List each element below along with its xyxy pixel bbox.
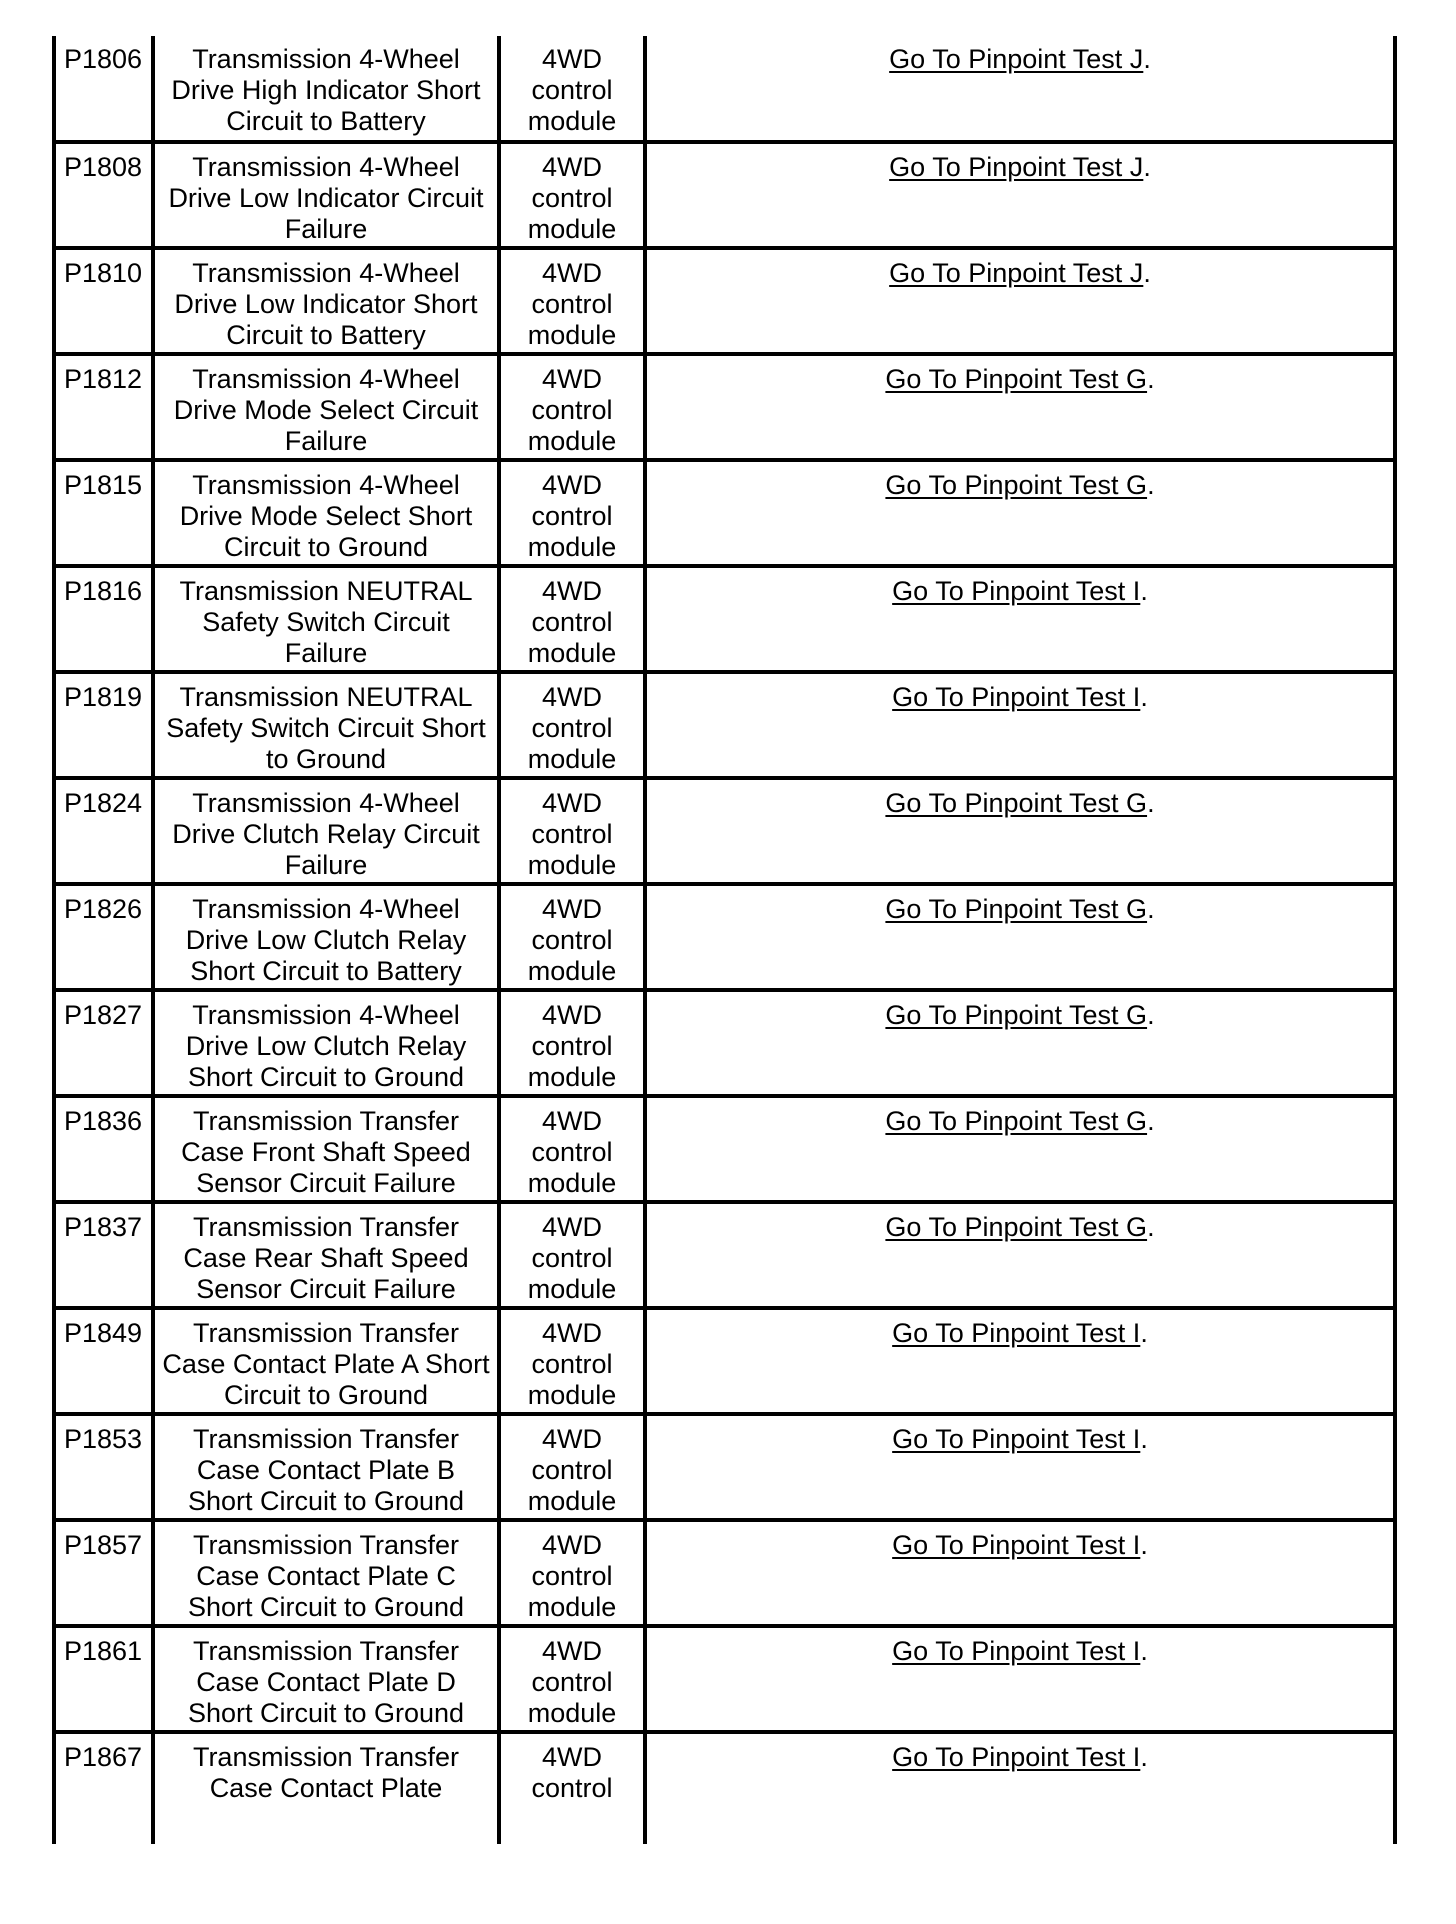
- module-cell: 4WD control module: [499, 1626, 645, 1732]
- module-cell: 4WD control module: [499, 990, 645, 1096]
- table-row: [54, 1308, 1395, 1414]
- dtc-description-cell: Transmission 4-Wheel Drive Low Clutch Relay Short Circuit to Ground: [153, 990, 499, 1096]
- table-row: [54, 1096, 1395, 1202]
- pinpoint-test-link[interactable]: Go To Pinpoint Test J: [889, 258, 1144, 288]
- action-suffix: .: [1140, 1742, 1148, 1772]
- table-row: [54, 884, 1395, 990]
- action-suffix: .: [1140, 1636, 1148, 1666]
- dtc-code-cell: P1815: [54, 460, 153, 566]
- action-cell: [645, 354, 1395, 460]
- module-cell: 4WD control module: [499, 1414, 645, 1520]
- action-suffix: .: [1143, 44, 1151, 74]
- action-cell: [645, 142, 1395, 248]
- table-row: [54, 672, 1395, 778]
- dtc-description-cell: Transmission 4-Wheel Drive Mode Select Short Circuit to Ground: [153, 460, 499, 566]
- pinpoint-test-link[interactable]: Go To Pinpoint Test I: [892, 1742, 1141, 1772]
- module-cell: 4WD control module: [499, 884, 645, 990]
- table-row: [54, 460, 1395, 566]
- action-cell: [645, 672, 1395, 778]
- pinpoint-test-link[interactable]: Go To Pinpoint Test I: [892, 576, 1141, 606]
- dtc-description-cell: Transmission NEUTRAL Safety Switch Circuit Short to Ground: [153, 672, 499, 778]
- action-cell: [645, 1626, 1395, 1732]
- dtc-description-cell: Transmission Transfer Case Contact Plate B Short Circuit to Ground: [153, 1414, 499, 1520]
- action-cell: [645, 884, 1395, 990]
- module-cell: 4WD control module: [499, 142, 645, 248]
- table-row: [54, 354, 1395, 460]
- dtc-description-cell: Transmission Transfer Case Contact Plate A Short Circuit to Ground: [153, 1308, 499, 1414]
- dtc-description-cell: Transmission 4-Wheel Drive Low Indicator Short Circuit to Battery: [153, 248, 499, 354]
- dtc-code-cell: P1861: [54, 1626, 153, 1732]
- table-row: [54, 142, 1395, 248]
- table-row: [54, 1202, 1395, 1308]
- action-cell: [645, 248, 1395, 354]
- pinpoint-test-link[interactable]: Go To Pinpoint Test I: [892, 682, 1141, 712]
- pinpoint-test-link[interactable]: Go To Pinpoint Test G: [885, 364, 1148, 394]
- action-suffix: .: [1140, 1424, 1148, 1454]
- module-cell: 4WD control module: [499, 1096, 645, 1202]
- module-cell: 4WD control module: [499, 1308, 645, 1414]
- dtc-description-cell: Transmission Transfer Case Rear Shaft Speed Sensor Circuit Failure: [153, 1202, 499, 1308]
- pinpoint-test-link[interactable]: Go To Pinpoint Test I: [892, 1424, 1141, 1454]
- dtc-code-cell: P1819: [54, 672, 153, 778]
- pinpoint-test-link[interactable]: Go To Pinpoint Test G: [885, 1212, 1148, 1242]
- dtc-table-body: [54, 36, 1395, 1844]
- action-cell: [645, 1520, 1395, 1626]
- table-row: [54, 778, 1395, 884]
- dtc-code-cell: P1867: [54, 1732, 153, 1844]
- action-suffix: .: [1147, 1000, 1155, 1030]
- dtc-code-cell: P1827: [54, 990, 153, 1096]
- action-suffix: .: [1143, 258, 1151, 288]
- dtc-code-cell: P1853: [54, 1414, 153, 1520]
- dtc-code-cell: P1826: [54, 884, 153, 990]
- dtc-code-cell: P1808: [54, 142, 153, 248]
- module-cell: 4WD control module: [499, 1520, 645, 1626]
- module-cell: 4WD control module: [499, 778, 645, 884]
- dtc-description-cell: Transmission NEUTRAL Safety Switch Circuit Failure: [153, 566, 499, 672]
- pinpoint-test-link[interactable]: Go To Pinpoint Test G: [885, 1000, 1148, 1030]
- table-row: [54, 990, 1395, 1096]
- table-row: [54, 248, 1395, 354]
- table-row: [54, 1732, 1395, 1844]
- dtc-description-cell: Transmission Transfer Case Contact Plate C Short Circuit to Ground: [153, 1520, 499, 1626]
- action-cell: [645, 1096, 1395, 1202]
- dtc-description-cell: Transmission 4-Wheel Drive Low Clutch Relay Short Circuit to Battery: [153, 884, 499, 990]
- action-cell: [645, 1202, 1395, 1308]
- action-suffix: .: [1147, 788, 1155, 818]
- action-suffix: .: [1143, 152, 1151, 182]
- table-row: [54, 1520, 1395, 1626]
- action-suffix: .: [1147, 470, 1155, 500]
- dtc-table: [52, 36, 1397, 1844]
- action-suffix: .: [1147, 894, 1155, 924]
- action-cell: [645, 1732, 1395, 1844]
- action-cell: [645, 990, 1395, 1096]
- table-row: [54, 566, 1395, 672]
- dtc-description-cell: Transmission 4-Wheel Drive High Indicator Short Circuit to Battery: [153, 36, 499, 142]
- action-suffix: .: [1147, 1212, 1155, 1242]
- action-suffix: .: [1147, 364, 1155, 394]
- action-cell: [645, 1414, 1395, 1520]
- dtc-code-cell: P1812: [54, 354, 153, 460]
- table-row: [54, 36, 1395, 142]
- pinpoint-test-link[interactable]: Go To Pinpoint Test G: [885, 894, 1148, 924]
- dtc-description-cell: Transmission Transfer Case Contact Plate D Short Circuit to Ground: [153, 1626, 499, 1732]
- table-row: [54, 1626, 1395, 1732]
- dtc-code-cell: P1836: [54, 1096, 153, 1202]
- dtc-code-cell: P1816: [54, 566, 153, 672]
- dtc-description-cell: Transmission Transfer Case Contact Plate: [153, 1732, 499, 1844]
- action-suffix: .: [1140, 576, 1148, 606]
- pinpoint-test-link[interactable]: Go To Pinpoint Test G: [885, 1106, 1148, 1136]
- dtc-code-cell: P1837: [54, 1202, 153, 1308]
- action-cell: [645, 460, 1395, 566]
- action-cell: [645, 778, 1395, 884]
- pinpoint-test-link[interactable]: Go To Pinpoint Test I: [892, 1636, 1141, 1666]
- action-cell: [645, 566, 1395, 672]
- pinpoint-test-link[interactable]: Go To Pinpoint Test I: [892, 1530, 1141, 1560]
- pinpoint-test-link[interactable]: Go To Pinpoint Test I: [892, 1318, 1141, 1348]
- action-cell: [645, 36, 1395, 142]
- dtc-code-cell: P1849: [54, 1308, 153, 1414]
- action-suffix: .: [1147, 1106, 1155, 1136]
- pinpoint-test-link[interactable]: Go To Pinpoint Test J: [889, 152, 1144, 182]
- module-cell: 4WD control: [499, 1732, 645, 1844]
- module-cell: 4WD control module: [499, 248, 645, 354]
- dtc-code-cell: P1824: [54, 778, 153, 884]
- action-suffix: .: [1140, 1318, 1148, 1348]
- action-suffix: .: [1140, 1530, 1148, 1560]
- module-cell: 4WD control module: [499, 354, 645, 460]
- pinpoint-test-link[interactable]: Go To Pinpoint Test J: [889, 44, 1144, 74]
- module-cell: 4WD control module: [499, 36, 645, 142]
- action-suffix: .: [1140, 682, 1148, 712]
- dtc-description-cell: Transmission 4-Wheel Drive Mode Select Circuit Failure: [153, 354, 499, 460]
- module-cell: 4WD control module: [499, 566, 645, 672]
- module-cell: 4WD control module: [499, 672, 645, 778]
- dtc-description-cell: Transmission 4-Wheel Drive Clutch Relay Circuit Failure: [153, 778, 499, 884]
- action-cell: [645, 1308, 1395, 1414]
- dtc-description-cell: Transmission 4-Wheel Drive Low Indicator Circuit Failure: [153, 142, 499, 248]
- dtc-description-cell: Transmission Transfer Case Front Shaft Speed Sensor Circuit Failure: [153, 1096, 499, 1202]
- module-cell: 4WD control module: [499, 1202, 645, 1308]
- pinpoint-test-link[interactable]: Go To Pinpoint Test G: [885, 470, 1148, 500]
- dtc-code-cell: P1806: [54, 36, 153, 142]
- dtc-code-cell: P1810: [54, 248, 153, 354]
- dtc-code-cell: P1857: [54, 1520, 153, 1626]
- module-cell: 4WD control module: [499, 460, 645, 566]
- table-row: [54, 1414, 1395, 1520]
- pinpoint-test-link[interactable]: Go To Pinpoint Test G: [885, 788, 1148, 818]
